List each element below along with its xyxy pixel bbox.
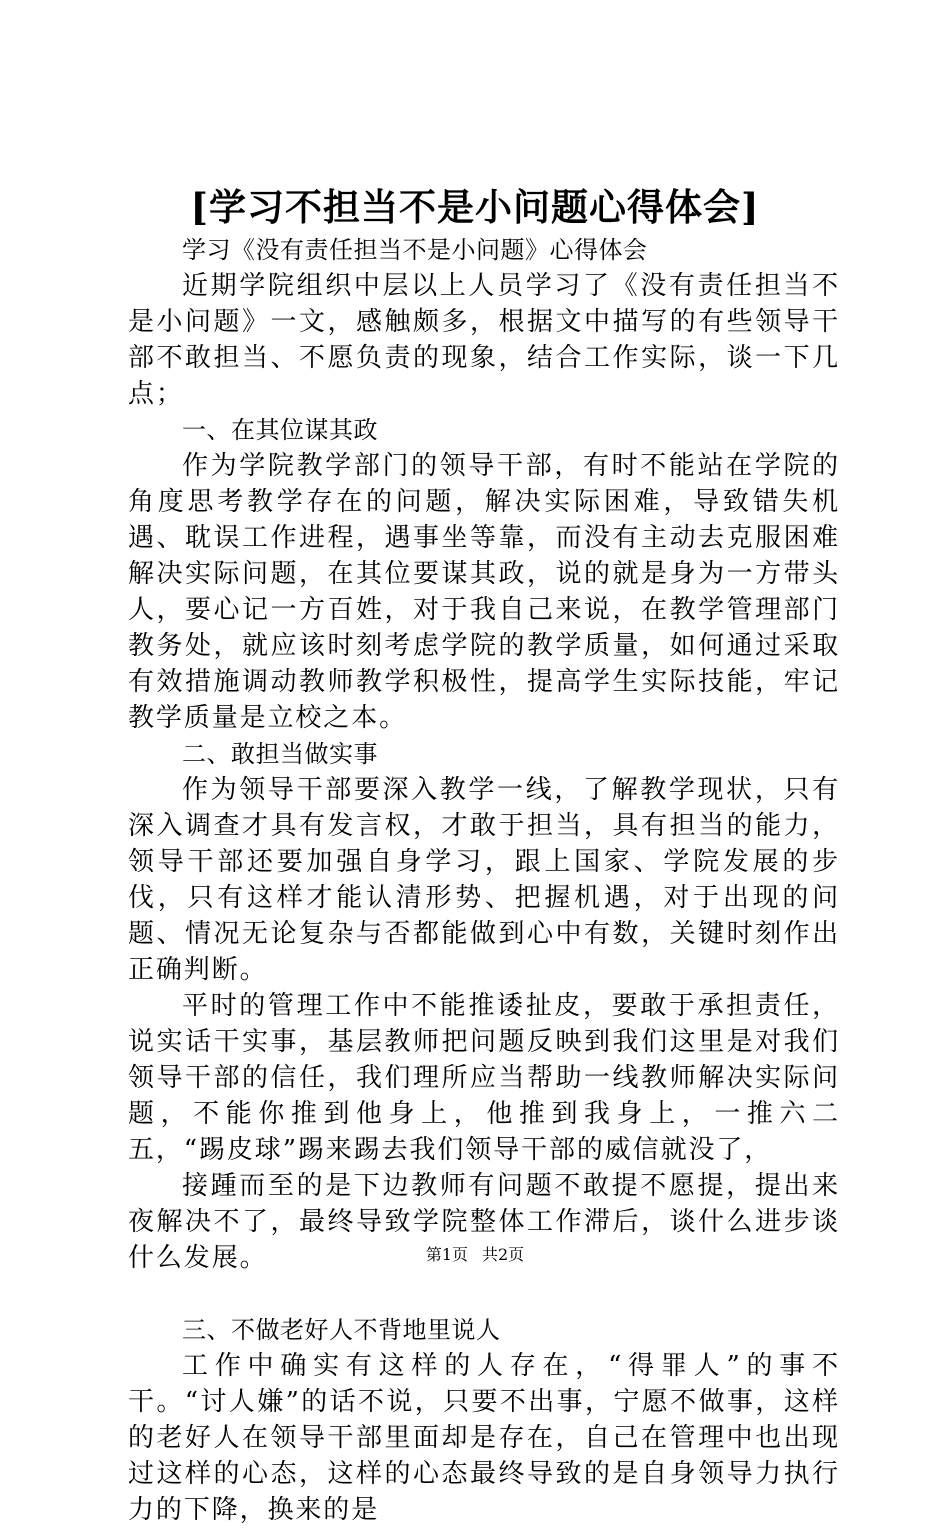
paragraph-section-2c: 接踵而至的是下边教师有问题不敢提不愿提，提出来夜解决不了，最终导致学院整体工作滞后，谈什么进步谈什么发展。: [128, 1171, 840, 1273]
document-title: [学习不担当不是小问题心得体会]: [190, 185, 760, 229]
paragraph-intro: 近期学院组织中层以上人员学习了《没有责任担当不是小问题》一文，感触颇多，根据文中描写的有些领导干部不敢担当、不愿负责的现象，结合工作实际，谈一下几点；: [128, 271, 840, 409]
paragraph-section-2a: 作为领导干部要深入教学一线，了解教学现状，只有深入调查才具有发言权，才敢于担当，具有担当的能力，领导干部还要加强自身学习，跟上国家、学院发展的步伐，只有这样才能认清形势、把握机遇，对于出现的问题、情况无论复杂与否都能做到心中有数，关键时刻作出正确判断。: [128, 775, 840, 985]
paragraph-section-1: 作为学院教学部门的领导干部，有时不能站在学院的角度思考教学存在的问题，解决实际困难，导致错失机遇、耽误工作进程，遇事坐等靠，而没有主动去克服困难解决实际问题，在其位要谋其政，说的就是身为一方带头人，要心记一方百姓，对于我自己来说，在教学管理部门教务处，就应该时刻考虑学院的教学质量，如何通过采取有效措施调动教师教学积极性，提高学生实际技能，牢记教学质量是立校之本。: [128, 451, 840, 733]
page-footer: [0, 1244, 950, 1266]
section-heading-1: 一、在其位谋其政: [182, 416, 378, 444]
page-total: 共2页: [482, 1245, 525, 1264]
paragraph-section-2b: 平时的管理工作中不能推诿扯皮，要敢于承担责任，说实话干实事，基层教师把问题反映到我们这里是对我们领导干部的信任，我们理所应当帮助一线教师解决实际问题，不能你推到他身上，他推到我身上，一推六二五，“踢皮球”踢来踢去我们领导干部的威信就没了，: [128, 991, 840, 1165]
page-number: 第1页: [425, 1245, 468, 1264]
section-heading-3: 三、不做老好人不背地里说人: [182, 1316, 501, 1344]
section-heading-2: 二、敢担当做实事: [182, 740, 378, 768]
document-body: [128, 232, 840, 1528]
paragraph-section-3: 工作中确实有这样的人存在，“得罪人”的事不干。“讨人嫌”的话不说，只要不出事，宁愿不做事，这样的老好人在领导干部里面却是存在，自己在管理中也出现过这样的心态，这样的心态最终导致的是自身领导力执行力的下降，换来的是: [128, 1351, 840, 1525]
document-subtitle: 学习《没有责任担当不是小问题》心得体会: [182, 236, 648, 264]
